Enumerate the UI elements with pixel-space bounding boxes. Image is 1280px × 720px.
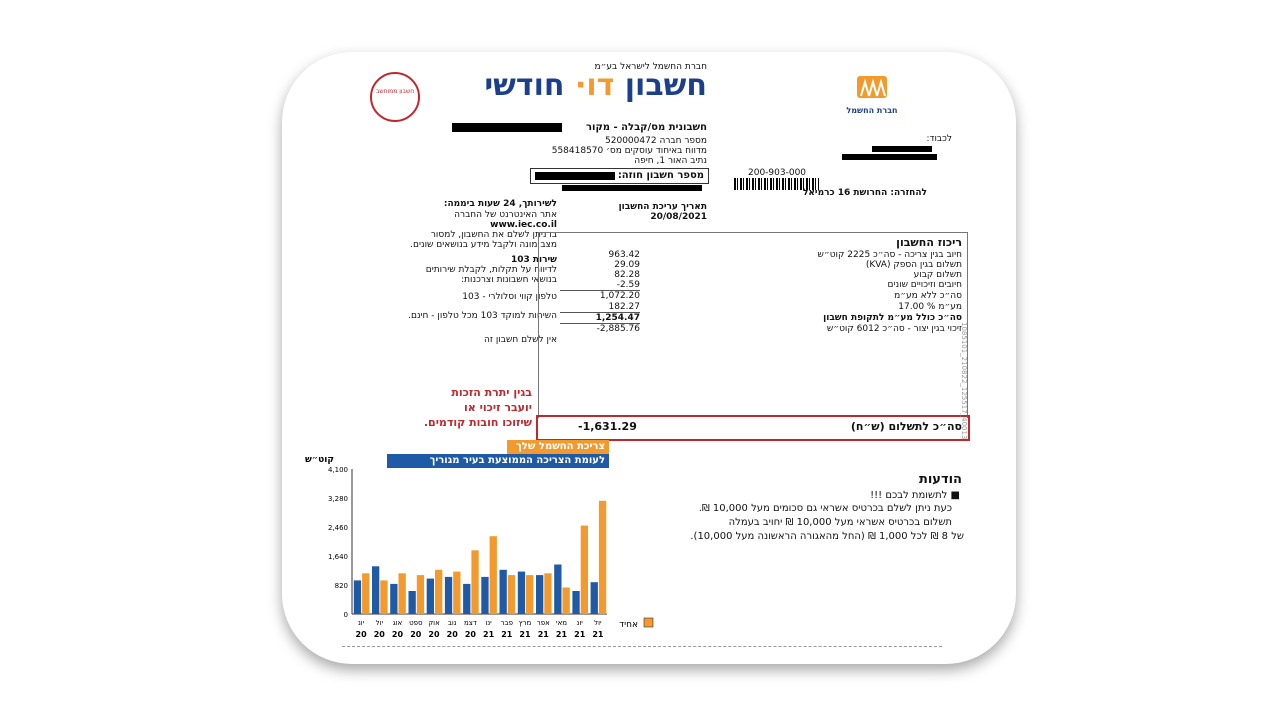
bill-title-word3: חודשי bbox=[484, 68, 565, 103]
summary-row-value: -2.59 bbox=[616, 280, 640, 290]
x-tick-month: יול bbox=[375, 619, 384, 627]
bullet-icon: ■ bbox=[947, 490, 960, 501]
bar-your-usage bbox=[508, 575, 515, 614]
service-line1: אתר האינטרנט של החברה bbox=[454, 210, 557, 220]
no-payment-note: אין לשלם חשבון זה bbox=[483, 335, 557, 345]
notices-line3: תשלום בכרטיס אשראי מעל 10,000 ₪ יחויב בעמלה bbox=[728, 517, 952, 528]
x-tick-year: 20 bbox=[464, 630, 476, 639]
summary-row-value: -2,885.76 bbox=[596, 324, 640, 334]
contract-label: מספר חשבון חוזה: bbox=[617, 170, 704, 181]
summary-row-label: תשלום קבוע bbox=[913, 270, 962, 280]
bar-city-average bbox=[427, 579, 434, 614]
bar-your-usage bbox=[417, 575, 424, 614]
bill-date-label: תאריך עריכת החשבון bbox=[618, 202, 707, 212]
company-line: חברת החשמל לישראל בע״מ bbox=[594, 62, 707, 72]
x-tick-year: 20 bbox=[355, 630, 367, 639]
y-tick-label: 0 bbox=[343, 611, 348, 619]
credit-note-line2: יועבר זיכוי או bbox=[463, 401, 532, 414]
bar-city-average bbox=[409, 591, 416, 614]
bar-city-average bbox=[572, 591, 579, 614]
to-label: לכבוד: bbox=[926, 134, 952, 144]
summary-row-value: 82.28 bbox=[614, 270, 640, 280]
x-tick-year: 20 bbox=[373, 630, 385, 639]
bar-city-average bbox=[463, 584, 470, 614]
notices-line2: כעת ניתן לשלם בכרטיס אשראי גם סכומים מעל 10,000 ₪. bbox=[698, 503, 952, 514]
bar-your-usage bbox=[380, 580, 387, 614]
bar-city-average bbox=[372, 566, 379, 614]
service-title: לשירותך, 24 שעות ביממה: bbox=[443, 199, 557, 209]
bar-city-average bbox=[554, 565, 561, 615]
free-call-line: השיחות למוקד 103 מכל טלפון - חינם. bbox=[408, 311, 557, 321]
x-tick-month: יונ bbox=[576, 619, 583, 627]
summary-row-label: סה״כ ללא מע״מ bbox=[894, 291, 962, 301]
invoice-type: חשבונית מס/קבלה - מקור bbox=[585, 122, 707, 133]
x-tick-month: ינו bbox=[485, 619, 492, 627]
bar-your-usage bbox=[599, 501, 606, 614]
bar-your-usage bbox=[526, 575, 533, 614]
summary-row-value: 182.27 bbox=[608, 302, 640, 312]
bill-title-word1: חשבון bbox=[624, 68, 707, 103]
x-tick-month: דצמ bbox=[464, 619, 477, 627]
y-tick-label: 2,460 bbox=[327, 524, 348, 532]
bar-city-average bbox=[390, 584, 397, 614]
recipient-code: 200-903-000 bbox=[748, 168, 807, 178]
bar-city-average bbox=[354, 580, 361, 614]
legend-city-average: לעומת הצריכה הממוצעת בעיר מגוריך bbox=[387, 454, 609, 468]
vat-file: מדווח באיחוד עוסקים מס׳ 558418570 bbox=[551, 146, 707, 156]
summary-row-label: חיובים וזיכויים שונים bbox=[887, 280, 962, 290]
x-tick-year: 20 bbox=[428, 630, 440, 639]
x-tick-month: אפר bbox=[536, 619, 550, 627]
return-address: להחזרה: החרושת 16 כרמיאל bbox=[802, 188, 927, 198]
summary-row-value: 1,072.20 bbox=[599, 291, 640, 301]
credit-note-line1: בגין יתרת הזכות bbox=[451, 386, 532, 399]
x-tick-year: 21 bbox=[501, 630, 513, 639]
service-url[interactable]: www.iec.co.il bbox=[490, 220, 557, 230]
bill-title-word2: דו bbox=[586, 68, 615, 103]
total-label: סה״כ לתשלום (ש״ח) bbox=[850, 420, 962, 433]
x-tick-month: מאי bbox=[556, 619, 567, 627]
service-103-line2: בנושאי חשבונות וצרכנות: bbox=[461, 275, 557, 285]
service-103-title: שירות 103 bbox=[510, 255, 557, 265]
service-line2: בו ניתן לשלם את החשבון, למסור bbox=[430, 230, 557, 240]
x-tick-month: יול bbox=[594, 619, 602, 627]
y-tick-label: 3,280 bbox=[327, 495, 348, 503]
usage-chart bbox=[282, 52, 1016, 664]
unit-note: אחיד bbox=[619, 620, 638, 630]
y-tick-label: 4,100 bbox=[327, 466, 348, 474]
bar-your-usage bbox=[435, 570, 442, 614]
notices-title: הודעות bbox=[918, 472, 962, 487]
badge-text: חשבון ממוחשב bbox=[375, 88, 415, 95]
bar-city-average bbox=[500, 570, 507, 614]
x-tick-year: 21 bbox=[574, 630, 586, 639]
company-address: נתיב האור 1, חיפה bbox=[634, 156, 707, 166]
summary-row-label: חיוב בגין צריכה - סה״כ 2225 קוט״ש bbox=[817, 250, 962, 260]
bill-title: חשבון דו· חודשי bbox=[484, 68, 707, 103]
service-line3: מצב מונה ולקבל מידע בנושאים שונים. bbox=[410, 240, 557, 250]
credit-note-line3: שיזוכו חובות קודמים. bbox=[423, 416, 532, 429]
summary-row-label: תשלום בגין הספק (KVA) bbox=[865, 260, 962, 270]
x-tick-year: 21 bbox=[537, 630, 549, 639]
bill-date-value: 20/08/2021 bbox=[650, 212, 707, 222]
x-tick-year: 20 bbox=[391, 630, 404, 639]
bar-your-usage bbox=[399, 573, 406, 614]
side-code: 1085101_210822_125517_40013 bbox=[960, 322, 968, 440]
summary-row-value: 1,254.47 bbox=[595, 313, 640, 323]
summary-title: ריכוז החשבון bbox=[896, 236, 962, 249]
bar-city-average bbox=[445, 577, 452, 614]
bar-your-usage bbox=[453, 572, 460, 614]
notices-line4: של 8 ₪ לכל 1,000 ₪ (החל מהאגורה הראשונה מעל 10,000). bbox=[690, 531, 964, 542]
company-number: מספר חברה 520000472 bbox=[605, 136, 707, 146]
bar-your-usage bbox=[581, 526, 588, 614]
bar-city-average bbox=[536, 575, 543, 614]
bill-document bbox=[282, 52, 1016, 664]
summary-row-label: סה״כ כולל מע״מ לתקופת חשבון bbox=[823, 313, 962, 323]
bar-city-average bbox=[481, 577, 488, 614]
bar-your-usage bbox=[544, 573, 551, 614]
x-tick-month: אוג bbox=[392, 619, 403, 627]
x-tick-year: 21 bbox=[519, 630, 531, 639]
y-tick-label: 1,640 bbox=[327, 553, 348, 561]
x-tick-month: פבר bbox=[500, 619, 513, 627]
x-tick-month: ספט bbox=[409, 619, 423, 627]
bar-your-usage bbox=[563, 588, 570, 615]
summary-row-label: זיכוי בגין יצור - סה״כ 6012 קוט״ש bbox=[826, 324, 962, 334]
x-tick-month: יונ bbox=[357, 619, 365, 627]
x-tick-month: אוק bbox=[428, 619, 440, 627]
phone-line: טלפון קווי וסלולרי - 103 bbox=[462, 292, 557, 302]
tear-line bbox=[342, 646, 942, 648]
notices-line1 bbox=[682, 490, 960, 501]
logo-text: חברת החשמל bbox=[846, 106, 898, 115]
x-tick-year: 21 bbox=[592, 630, 604, 639]
x-tick-month: נוב bbox=[447, 619, 457, 627]
x-tick-year: 20 bbox=[446, 630, 458, 639]
summary-row-label: מע״מ % 17.00 bbox=[898, 302, 962, 312]
bar-city-average bbox=[591, 582, 598, 614]
total-value: -1,631.29 bbox=[578, 420, 637, 433]
service-103-line1: לדיווח על תקלות, לקבלת שירותים bbox=[425, 265, 557, 275]
bar-your-usage bbox=[362, 573, 369, 614]
x-tick-year: 20 bbox=[410, 630, 422, 639]
bar-your-usage bbox=[471, 550, 478, 614]
bar-city-average bbox=[518, 572, 525, 614]
legend-your-usage: צריכת החשמל שלך bbox=[507, 440, 609, 454]
unit-note-swatch bbox=[644, 618, 653, 627]
summary-row-value: 963.42 bbox=[608, 250, 640, 260]
y-tick-label: 820 bbox=[334, 582, 348, 590]
x-tick-year: 21 bbox=[483, 630, 495, 639]
notices-line1-text: לתשומת לבכם !!! bbox=[870, 490, 948, 501]
bar-your-usage bbox=[490, 536, 497, 614]
summary-row-value: 29.09 bbox=[614, 260, 640, 270]
chart-unit-label: קוט״ש bbox=[304, 455, 334, 465]
x-tick-year: 21 bbox=[555, 630, 568, 639]
x-tick-month: מרץ bbox=[518, 619, 532, 627]
